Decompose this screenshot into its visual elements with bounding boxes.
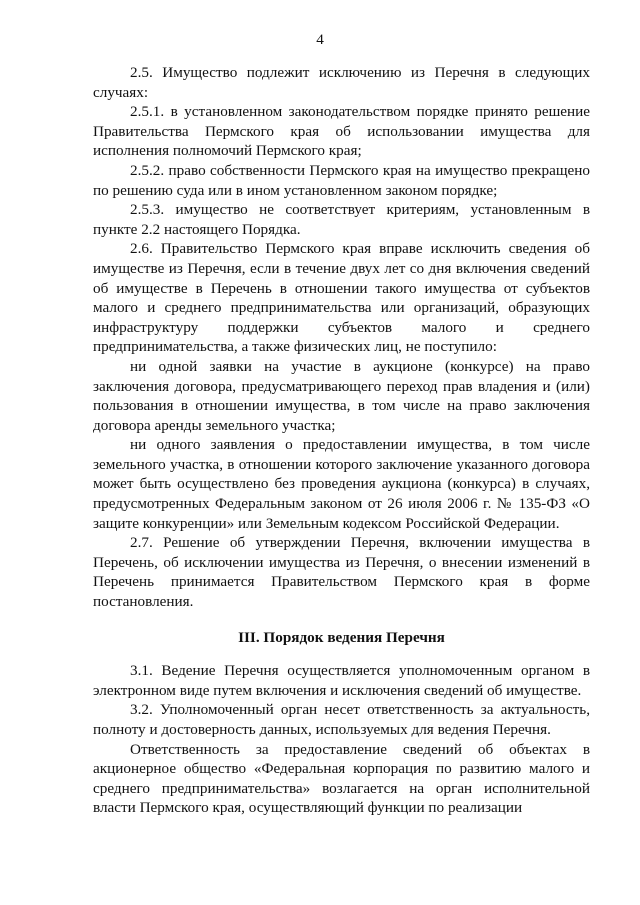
- paragraph-2-5-1: 2.5.1. в установленном законодательством порядке принято решение Правительства Пермского края об использовании имущества для исполнения полномочий Пермского края;: [93, 103, 590, 160]
- paragraph-responsibility: Ответственность за предоставление сведений об объектах в акционерное общество «Федеральная корпорация по развитию малого и среднего предпринимательства» возлагается на орган исполнительной власти Пермского края, осуществляющий функции по реализации: [93, 740, 590, 817]
- paragraph-2-6: 2.6. Правительство Пермского края вправе исключить сведения об имуществе из Перечня, если в течение двух лет со дня включения сведений об имуществе в Перечень в отношении такого имущества от субъектов малого и среднего предпринимательства или организаций, образующих инфраструктуру поддержки субъектов малого и среднего предпринимательства, а также физических лиц, не поступило:: [93, 240, 590, 356]
- paragraph-3-1: 3.1. Ведение Перечня осуществляется уполномоченным органом в электронном виде путем включения и исключения сведений об имуществе.: [93, 662, 590, 699]
- paragraph-2-7: 2.7. Решение об утверждении Перечня, включении имущества в Перечень, об исключении имущества из Перечня, о внесении изменений в Перечень принимается Правительством Пермского края в форме постановления.: [93, 534, 590, 611]
- paragraph-2-6-item-1: ни одной заявки на участие в аукционе (конкурсе) на право заключения договора, предусматривающего переход прав владения и (или) пользования в отношении имущества, в том числе на право заключения договора аренды земельного участка;: [93, 357, 590, 434]
- paragraph-2-6-item-2: ни одного заявления о предоставлении имущества, в том числе земельного участка, в отношении которого заключение указанного договора может быть осуществлено без проведения аукциона (конкурса) в случаях, предусмотренных Федеральным законом от 26 июля 2006 г. № 135-ФЗ «О защите конкуренции» или Земельным кодексом Российской Федерации.: [93, 436, 590, 532]
- spacer: [93, 647, 590, 661]
- paragraph-2-5-2: 2.5.2. право собственности Пермского края на имущество прекращено по решению суда или в ином установленном законом порядке;: [93, 161, 590, 199]
- spacer: [93, 612, 590, 628]
- page-number: 4: [316, 31, 324, 48]
- section-heading: III. Порядок ведения Перечня: [238, 628, 445, 646]
- document-body: [93, 63, 590, 818]
- paragraph-2-5-3: 2.5.3. имущество не соответствует критериям, установленным в пункте 2.2 настоящего Порядка.: [93, 201, 590, 238]
- paragraph-3-2: 3.2. Уполномоченный орган несет ответственность за актуальность, полноту и достоверность данных, используемых для ведения Перечня.: [93, 701, 590, 738]
- paragraph-2-5: 2.5. Имущество подлежит исключению из Перечня в следующих случаях:: [93, 64, 590, 101]
